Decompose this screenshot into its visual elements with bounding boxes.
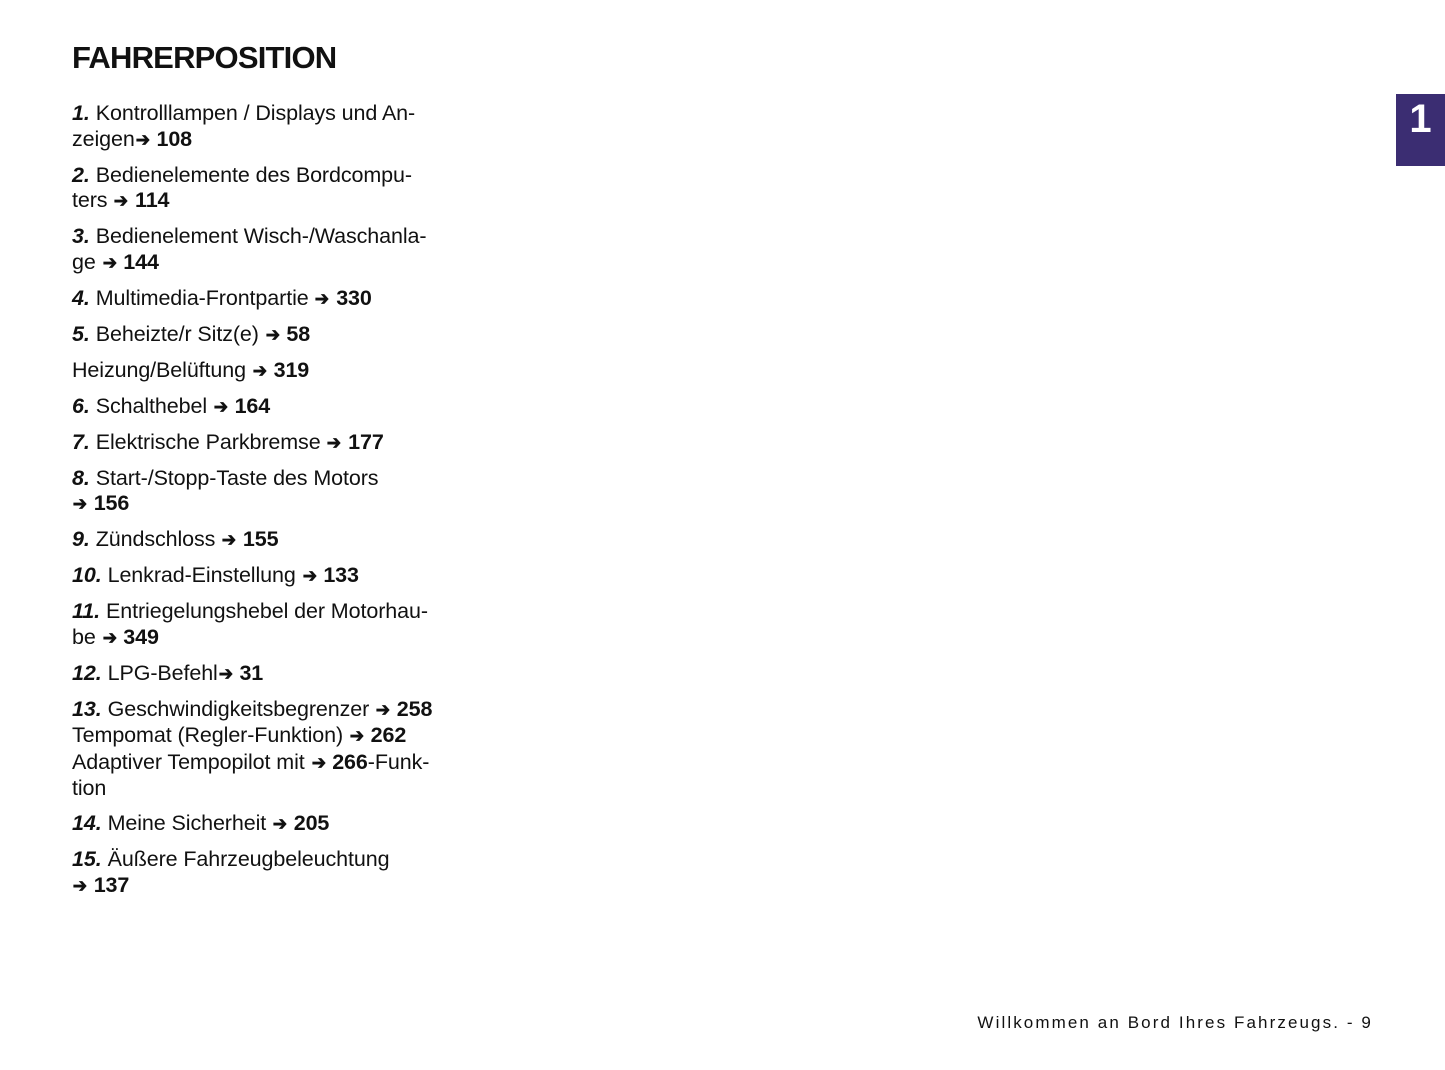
arrow-right-icon: ➔ xyxy=(213,396,228,418)
arrow-right-icon: ➔ xyxy=(102,627,117,649)
arrow-right-icon: ➔ xyxy=(311,752,326,774)
list-item xyxy=(72,811,482,838)
list-item xyxy=(72,224,482,276)
list-item xyxy=(72,358,482,385)
item-label-cont: tion xyxy=(72,776,107,800)
page-title: FAHRERPOSITION xyxy=(72,40,337,75)
arrow-right-icon: ➔ xyxy=(375,699,391,721)
chapter-number: 1 xyxy=(1409,97,1432,141)
page-reference-link[interactable]: 58 xyxy=(286,321,311,346)
item-number: 14. xyxy=(72,811,102,835)
page-reference-link[interactable]: 319 xyxy=(273,357,310,382)
item-label: Lenkrad-Einstellung xyxy=(107,563,302,587)
arrow-right-icon: ➔ xyxy=(102,252,117,274)
arrow-right-icon: ➔ xyxy=(302,566,317,587)
page-reference-link[interactable]: 156 xyxy=(93,491,130,515)
item-label: Heizung/Belüftung xyxy=(72,357,252,382)
arrow-right-icon: ➔ xyxy=(72,875,88,897)
page-footer: Willkommen an Bord Ihres Fahrzeugs. - 9 xyxy=(977,1013,1373,1032)
item-label: Entriegelungshebel der Motorhau- xyxy=(106,599,428,623)
arrow-right-icon: ➔ xyxy=(265,324,280,346)
item-number: 9. xyxy=(72,527,90,551)
item-label: Kontrolllampen / Displays und An- xyxy=(95,101,416,125)
page-reference-link[interactable]: 144 xyxy=(123,249,159,274)
page-reference-link[interactable]: 155 xyxy=(242,527,279,551)
list-item xyxy=(72,563,482,590)
arrow-right-icon: ➔ xyxy=(222,530,237,551)
arrow-right-icon: ➔ xyxy=(272,814,288,835)
page-reference-link[interactable]: 164 xyxy=(234,393,271,418)
page-reference-link[interactable]: 114 xyxy=(135,188,170,212)
item-label-cont: be xyxy=(72,624,102,649)
item-number: 10. xyxy=(72,563,102,587)
item-number: 12. xyxy=(72,660,102,685)
item-label: Schalthebel xyxy=(95,393,213,418)
item-label: Tempomat (Regler-Funktion) xyxy=(72,723,349,747)
driver-position-list xyxy=(72,101,482,909)
list-item xyxy=(72,697,482,802)
item-number: 11. xyxy=(72,599,100,623)
arrow-right-icon: ➔ xyxy=(218,663,233,685)
item-label: Start-/Stopp-Taste des Motors xyxy=(95,465,379,490)
list-item xyxy=(72,286,482,313)
list-item xyxy=(72,394,482,421)
arrow-right-icon: ➔ xyxy=(135,129,150,151)
list-item xyxy=(72,430,482,457)
chapter-tab[interactable] xyxy=(1396,94,1445,166)
item-number: 15. xyxy=(72,847,102,871)
item-number: 3. xyxy=(72,224,90,248)
page-reference-link[interactable]: 266 xyxy=(332,749,368,774)
arrow-right-icon: ➔ xyxy=(72,494,88,515)
arrow-right-icon: ➔ xyxy=(252,360,267,382)
page-reference-link[interactable]: 205 xyxy=(293,811,330,835)
item-label: Adaptiver Tempopilot mit xyxy=(72,749,311,774)
list-item xyxy=(72,466,482,518)
item-label: Geschwindigkeitsbegrenzer xyxy=(107,696,376,721)
page-reference-link[interactable]: 133 xyxy=(323,563,359,587)
item-label: Beheizte/r Sitz(e) xyxy=(95,321,265,346)
item-label: Zündschloss xyxy=(95,527,222,551)
list-item xyxy=(72,661,482,688)
arrow-right-icon: ➔ xyxy=(315,288,330,310)
item-number: 2. xyxy=(72,162,90,187)
list-item xyxy=(72,527,482,554)
page-reference-link[interactable]: 262 xyxy=(370,723,407,747)
item-label: Meine Sicherheit xyxy=(107,811,273,835)
item-label: LPG-Befehl xyxy=(107,660,218,685)
arrow-right-icon: ➔ xyxy=(349,726,364,747)
item-number: 4. xyxy=(72,285,90,310)
arrow-right-icon: ➔ xyxy=(114,191,129,212)
list-item xyxy=(72,163,482,215)
item-label: Multimedia-Frontpartie xyxy=(95,285,315,310)
page-reference-link[interactable]: 349 xyxy=(123,624,159,649)
item-label-cont: zeigen xyxy=(72,126,135,151)
arrow-right-icon: ➔ xyxy=(327,432,342,454)
item-label-cont: ters xyxy=(72,188,114,212)
list-item xyxy=(72,322,482,349)
item-number: 13. xyxy=(72,696,102,721)
page-reference-link[interactable]: 108 xyxy=(156,126,193,151)
page-reference-link[interactable]: 330 xyxy=(336,285,372,310)
item-number: 1. xyxy=(72,101,90,125)
item-label: Bedienelemente des Bordcompu- xyxy=(95,162,412,187)
item-label: Äußere Fahrzeugbeleuchtung xyxy=(107,847,390,871)
list-item xyxy=(72,847,482,899)
list-item xyxy=(72,599,482,651)
page-reference-link[interactable]: 177 xyxy=(348,429,384,454)
item-label-cont: ge xyxy=(72,249,102,274)
page-reference-link[interactable]: 31 xyxy=(239,660,264,685)
item-label-suffix: -Funk- xyxy=(367,749,430,774)
item-number: 6. xyxy=(72,393,90,418)
item-number: 7. xyxy=(72,429,90,454)
item-label: Elektrische Parkbremse xyxy=(95,429,327,454)
page-reference-link[interactable]: 258 xyxy=(396,696,433,721)
item-label: Bedienelement Wisch-/Waschanla- xyxy=(95,224,427,248)
item-number: 5. xyxy=(72,321,90,346)
item-number: 8. xyxy=(72,465,90,490)
list-item xyxy=(72,101,482,153)
page-reference-link[interactable]: 137 xyxy=(93,872,130,897)
